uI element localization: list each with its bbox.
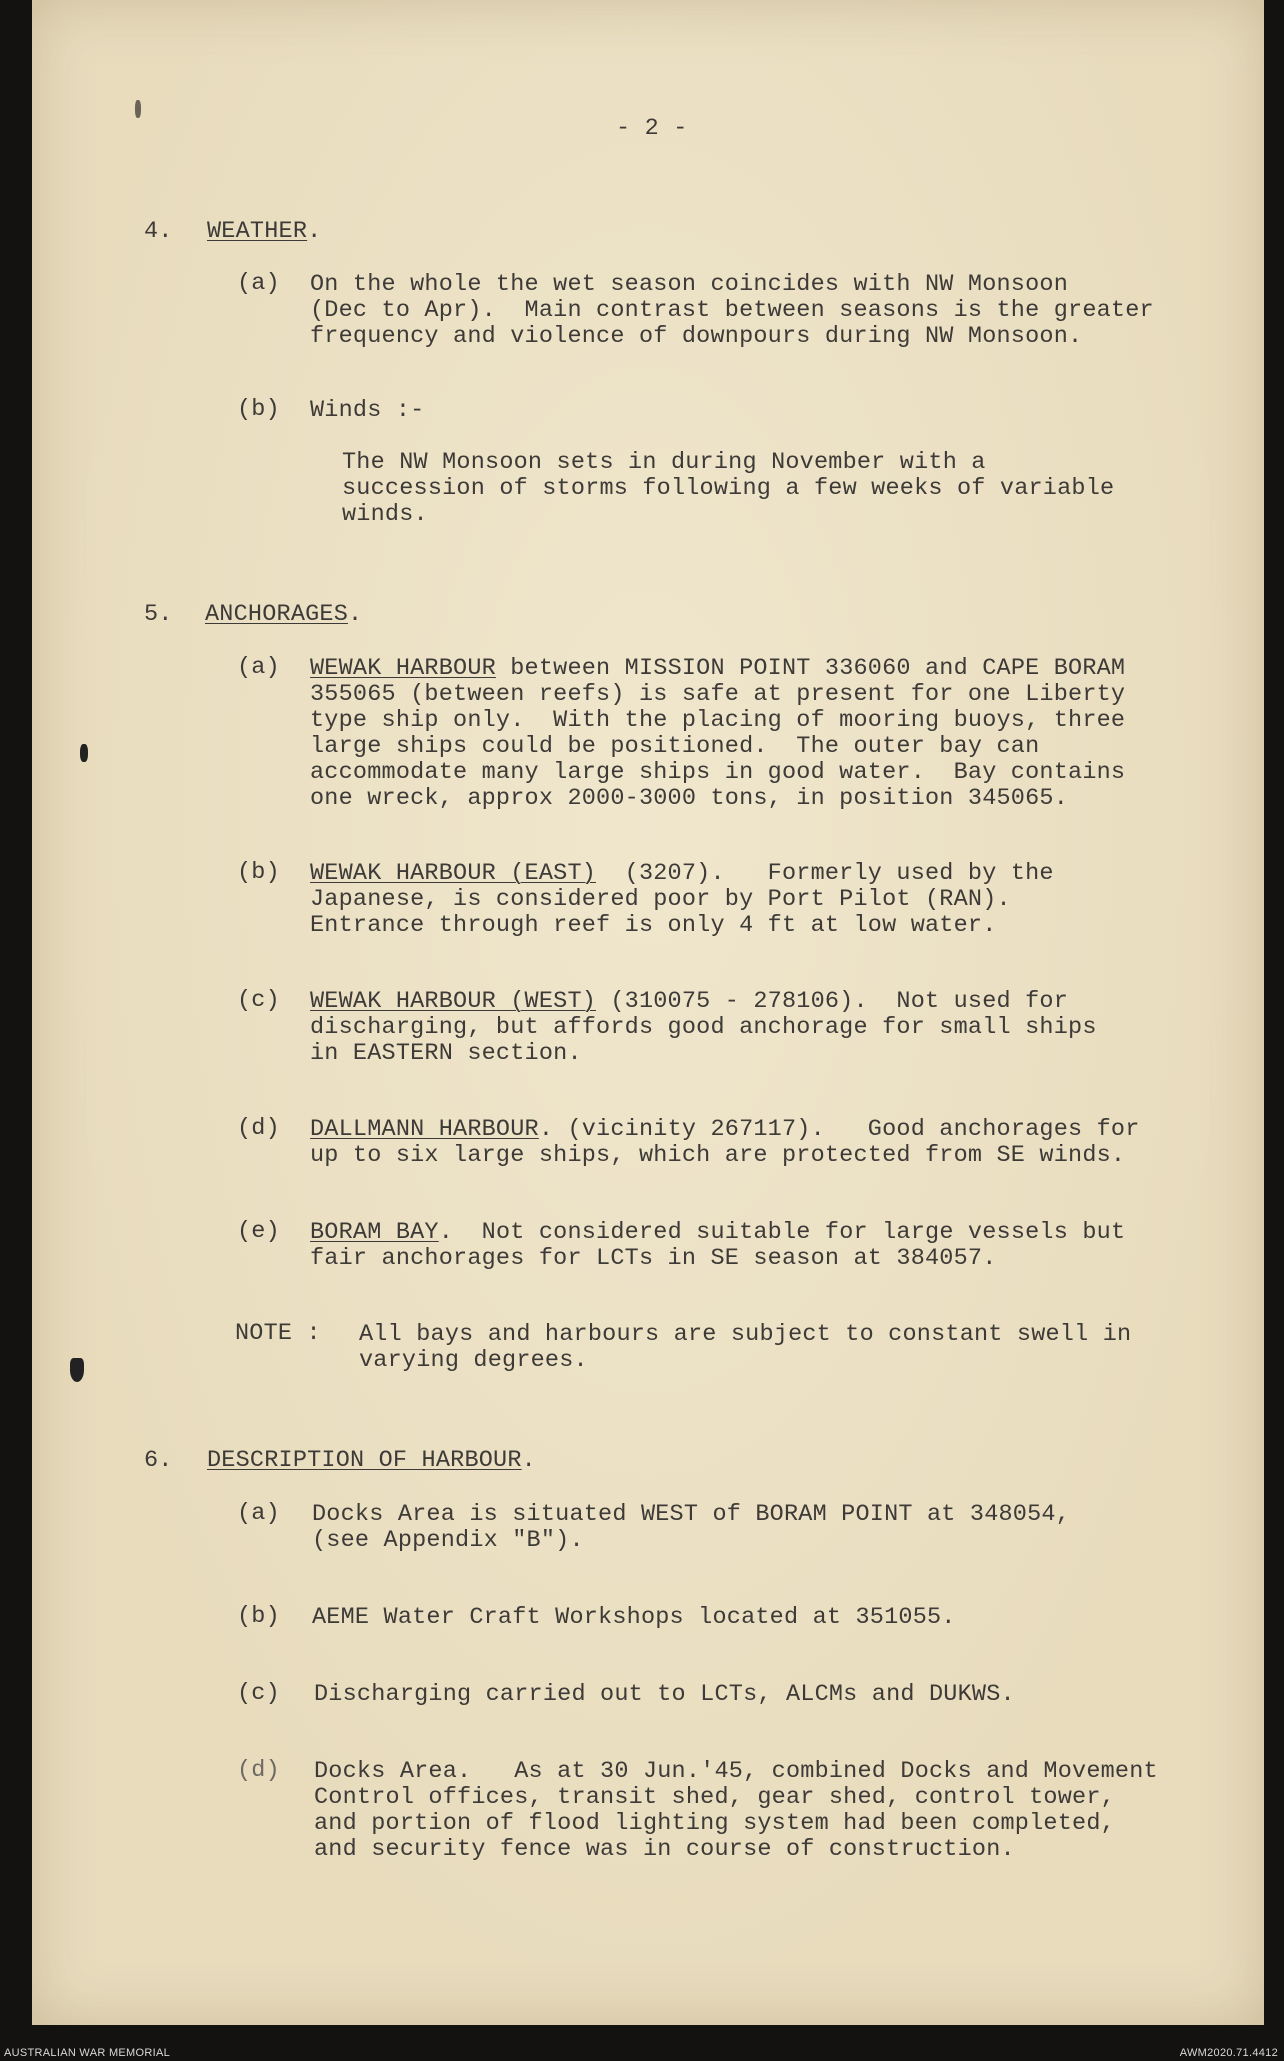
section-5c-line: discharging, but affords good anchorage for small ships: [310, 1014, 1097, 1041]
section-5e-first: . Not considered suitable for large vessels but: [438, 1219, 1126, 1246]
section-5b-label: (b): [237, 859, 280, 886]
section-4a-line: frequency and violence of downpours during NW Monsoon.: [310, 323, 1083, 350]
section-5e-first-line: [310, 1220, 1125, 1246]
section-6d-label: (d): [237, 1757, 280, 1784]
section-6-title-suffix: .: [521, 1447, 536, 1474]
section-5c-name: WEWAK HARBOUR (WEST): [310, 988, 597, 1015]
section-5d-first: . (vicinity 267117). Good anchorages for: [538, 1116, 1140, 1143]
section-5b-first: (3207). Formerly used by the: [596, 860, 1054, 887]
section-6b-label: (b): [237, 1603, 280, 1630]
page-number: - 2 -: [616, 115, 688, 142]
section-5c-first: (310075 - 278106). Not used for: [596, 988, 1069, 1015]
section-6-heading: [207, 1448, 536, 1474]
footer-credit: AUSTRALIAN WAR MEMORIAL: [4, 2047, 171, 2059]
section-5-title: ANCHORAGES: [205, 601, 349, 628]
section-4a-line: (Dec to Apr). Main contrast between seasons is the greater: [310, 297, 1154, 324]
section-5e-name: BORAM BAY: [310, 1219, 439, 1246]
section-6c-label: (c): [237, 1680, 280, 1707]
document-page: [32, 0, 1264, 2025]
section-5a-first: between MISSION POINT 336060 and CAPE BORAM: [495, 655, 1126, 682]
section-5b-name: WEWAK HARBOUR (EAST): [310, 860, 597, 887]
section-4-number: 4.: [144, 218, 173, 245]
section-5e-label: (e): [237, 1218, 280, 1245]
section-6d-line: Docks Area. As at 30 Jun.'45, combined Docks and Movement: [314, 1758, 1158, 1785]
section-5-note-label: NOTE :: [235, 1320, 321, 1347]
section-4a-line: On the whole the wet season coincides with NW Monsoon: [310, 271, 1069, 298]
section-4b-line: The NW Monsoon sets in during November with a: [342, 449, 986, 476]
section-6-number: 6.: [144, 1447, 173, 1474]
ink-mark-top: [135, 100, 141, 118]
section-5a-line: 355065 (between reefs) is safe at present for one Liberty: [310, 681, 1126, 708]
section-5-note-line: varying degrees.: [359, 1347, 588, 1374]
section-5b-line: Japanese, is considered poor by Port Pilot (RAN).: [310, 886, 1011, 913]
section-5-note-line: All bays and harbours are subject to constant swell in: [359, 1321, 1132, 1348]
section-6a-line: (see Appendix "B").: [312, 1527, 584, 1554]
section-6c-text: Discharging carried out to LCTs, ALCMs and DUKWS.: [314, 1681, 1015, 1708]
section-5b-line: Entrance through reef is only 4 ft at low water.: [310, 912, 997, 939]
section-5a-line: accommodate many large ships in good water. Bay contains: [310, 759, 1126, 786]
section-5a-line: one wreck, approx 2000-3000 tons, in position 345065.: [310, 785, 1069, 812]
section-6d-line: and security fence was in course of construction.: [314, 1836, 1015, 1863]
section-5a-label: (a): [237, 654, 280, 681]
ink-mark-v: [70, 1358, 84, 1382]
section-5c-first-line: [310, 989, 1068, 1015]
section-5b-first-line: [310, 861, 1054, 887]
section-5a-line: large ships could be positioned. The outer bay can: [310, 733, 1040, 760]
section-5d-first-line: [310, 1117, 1140, 1143]
section-4a-label: (a): [237, 270, 280, 297]
ink-mark-left: [80, 744, 88, 762]
section-5-title-suffix: .: [348, 601, 363, 628]
footer-accession-number: AWM2020.71.4412: [1179, 2047, 1278, 2059]
section-4b-label: (b): [237, 396, 280, 423]
section-4b-line: succession of storms following a few weeks of variable: [342, 475, 1115, 502]
section-6d-line: Control offices, transit shed, gear shed, control tower,: [314, 1784, 1115, 1811]
section-4b-heading: Winds :-: [310, 397, 425, 424]
section-6b-text: AEME Water Craft Workshops located at 351055.: [312, 1604, 956, 1631]
section-5d-label: (d): [237, 1115, 280, 1142]
section-5c-label: (c): [237, 987, 280, 1014]
section-5e-line: fair anchorages for LCTs in SE season at 384057.: [310, 1245, 997, 1272]
section-5d-name: DALLMANN HARBOUR: [310, 1116, 539, 1143]
section-6a-label: (a): [237, 1500, 280, 1527]
section-5a-first-line: [310, 656, 1125, 682]
section-6d-line: and portion of flood lighting system had been completed,: [314, 1810, 1115, 1837]
section-5a-name: WEWAK HARBOUR: [310, 655, 496, 682]
section-4-title-suffix: .: [307, 218, 322, 245]
section-4b-line: winds.: [342, 501, 428, 528]
section-5-number: 5.: [144, 601, 173, 628]
section-5c-line: in EASTERN section.: [310, 1040, 582, 1067]
section-5d-line: up to six large ships, which are protected from SE winds.: [310, 1142, 1126, 1169]
section-4-heading: [207, 219, 321, 245]
section-6a-line: Docks Area is situated WEST of BORAM POINT at 348054,: [312, 1501, 1071, 1528]
section-6-title: DESCRIPTION OF HARBOUR: [207, 1447, 522, 1474]
section-5a-line: type ship only. With the placing of mooring buoys, three: [310, 707, 1126, 734]
section-4-title: WEATHER: [207, 218, 308, 245]
section-5-heading: [205, 602, 362, 628]
